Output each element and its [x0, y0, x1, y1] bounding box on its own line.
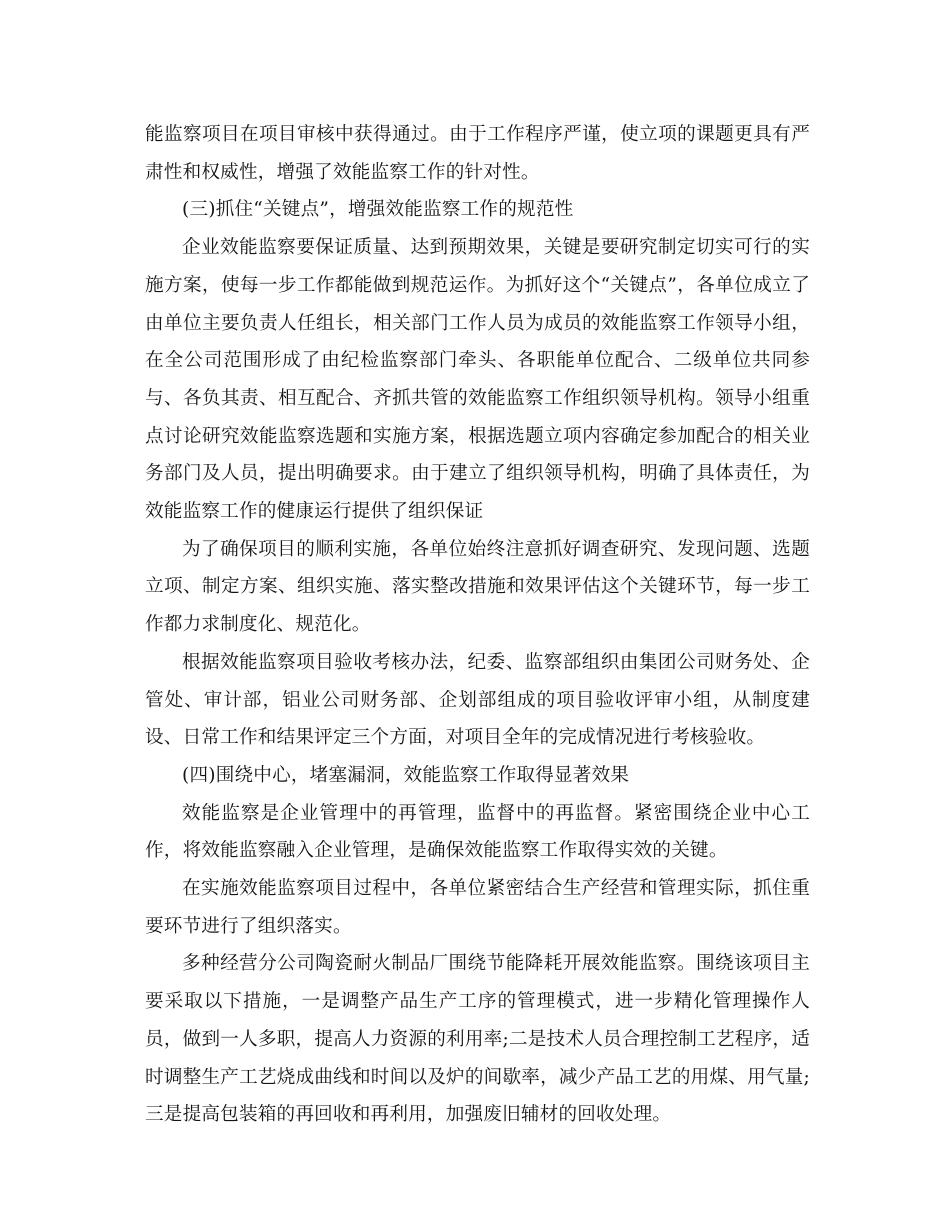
- paragraph: 在实施效能监察项目过程中，各单位紧密结合生产经营和管理实际，抓住重要环节进行了组织落实。: [145, 878, 810, 937]
- paragraph: 效能监察是企业管理中的再管理，监督中的再监督。紧密围绕企业中心工作，将效能监察融入企业管理，是确保效能监察工作取得实效的关键。: [145, 802, 810, 862]
- paragraph: 为了确保项目的顺利实施，各单位始终注意抓好调查研究、发现问题、选题立项、制定方案、组织实施、落实整改措施和效果评估这个关键环节，每一步工作都力求制度化、规范化。: [145, 538, 810, 636]
- section-heading-4: (四)围绕中心，堵塞漏洞，效能监察工作取得显著效果: [182, 764, 630, 786]
- section-heading-3: (三)抓住“关键点”，增强效能监察工作的规范性: [182, 199, 574, 221]
- paragraph-continuation: 能监察项目在项目审核中获得通过。由于工作程序严谨，使立项的课题更具有严肃性和权威性，增强了效能监察工作的针对性。: [145, 124, 810, 183]
- paragraph: 根据效能监察项目验收考核办法，纪委、监察部组织由集团公司财务处、企管处、审计部，铝业公司财务部、企划部组成的项目验收评审小组，从制度建设、日常工作和结果评定三个方面，对项目全年的完成情况进行考核验收。: [145, 651, 810, 749]
- document-body: [145, 116, 810, 1134]
- paragraph: 多种经营分公司陶瓷耐火制品厂围绕节能降耗开展效能监察。围绕该项目主要采取以下措施，一是调整产品生产工序的管理模式，进一步精化管理操作人员，做到一人多职，提高人力资源的利用率;二是技术人员合理控制工艺程序，适时调整生产工艺烧成曲线和时间以及炉的间歇率，减少产品工艺的用煤、用气量;三是提高包装箱的再回收和再利用，加强废旧辅材的回收处理。: [145, 953, 810, 1126]
- paragraph: 企业效能监察要保证质量、达到预期效果，关键是要研究制定切实可行的实施方案，使每一步工作都能做到规范运作。为抓好这个“关键点”，各单位成立了由单位主要负责人任组长，相关部门工作人员为成员的效能监察工作领导小组，在全公司范围形成了由纪检监察部门牵头、各职能单位配合、二级单位共同参与、各负其责、相互配合、齐抓共管的效能监察工作组织领导机构。领导小组重点讨论研究效能监察选题和实施方案，根据选题立项内容确定参加配合的相关业务部门及人员，提出明确要求。由于建立了组织领导机构，明确了具体责任，为效能监察工作的健康运行提供了组织保证: [145, 237, 810, 523]
